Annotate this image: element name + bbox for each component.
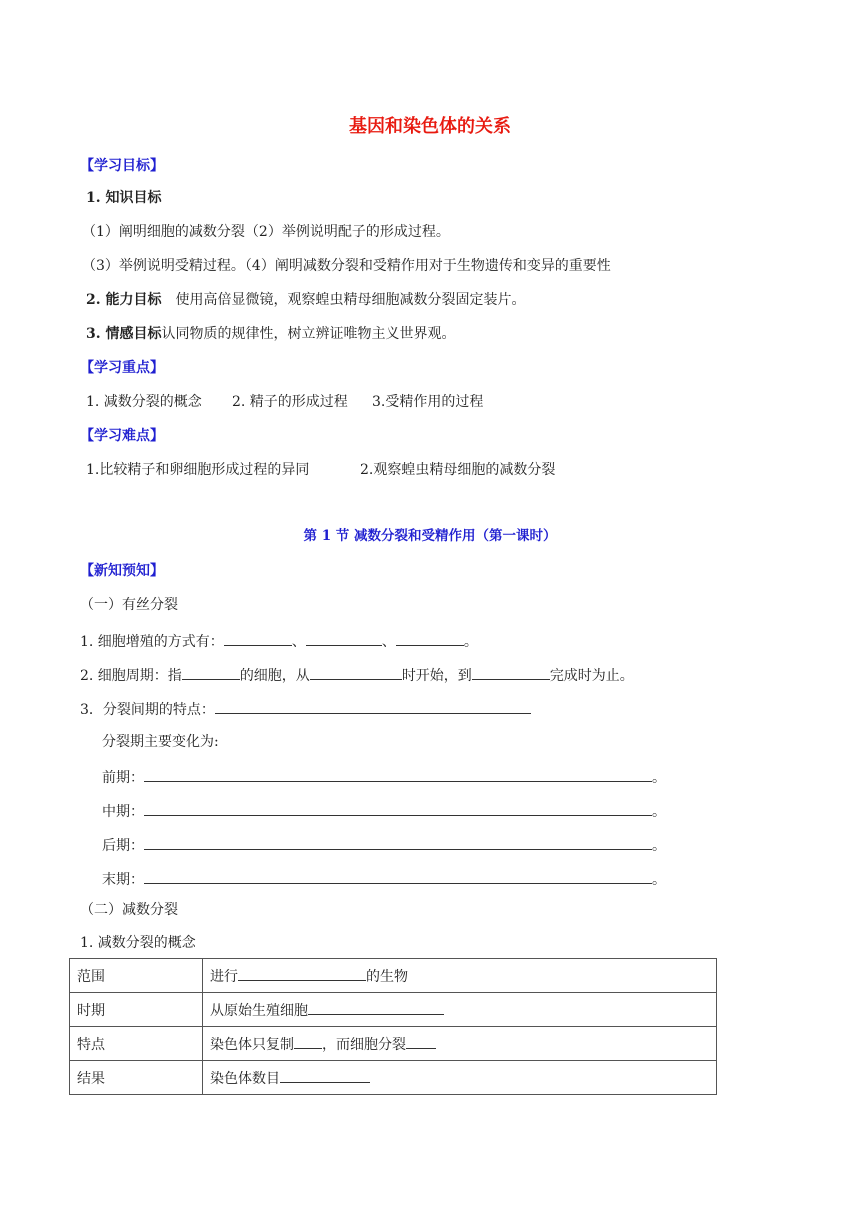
- answer-blank[interactable]: [144, 868, 652, 884]
- answer-blank[interactable]: [280, 1067, 370, 1083]
- knowledge-goal-label: 1. 知识目标: [86, 190, 162, 206]
- phase-label: 中期：: [102, 804, 144, 820]
- question-2-text: 完成时为止。: [549, 668, 634, 684]
- difficulty-1: 1.比较精子和卵细胞形成过程的异同: [86, 462, 310, 478]
- meiosis-concept-table: [69, 958, 717, 1095]
- knowledge-goal-line-1: （1）阐明细胞的减数分裂（2）举例说明配子的形成过程。: [82, 224, 450, 240]
- part-mitosis: （一）有丝分裂: [80, 597, 178, 613]
- question-3-label: 3．分裂间期的特点：: [80, 702, 215, 718]
- table-row: [70, 1061, 717, 1095]
- question-3: [80, 698, 531, 720]
- answer-blank[interactable]: [472, 664, 550, 680]
- question-2-text: 时开始，到: [401, 668, 472, 684]
- cell-text: 的生物: [366, 969, 408, 985]
- key-point-2: 2. 精子的形成过程: [232, 394, 348, 410]
- difficulty-2: 2.观察蝗虫精母细胞的减数分裂: [360, 462, 556, 478]
- difficulties-heading: 【学习难点】: [80, 428, 164, 444]
- answer-blank[interactable]: [144, 800, 652, 816]
- key-points-heading: 【学习重点】: [80, 360, 164, 376]
- question-1: [80, 630, 478, 652]
- emotion-goal-text: 认同物质的规律性，树立辨证唯物主义世界观。: [161, 326, 456, 342]
- row-content: [203, 1061, 717, 1095]
- answer-blank[interactable]: [215, 698, 531, 714]
- row-content: [203, 959, 717, 993]
- cell-text: 从原始生殖细胞: [210, 1003, 308, 1019]
- answer-blank[interactable]: [238, 965, 366, 981]
- ability-goal-label: 2. 能力目标: [86, 292, 162, 308]
- row-label: 范围: [70, 959, 203, 993]
- period: 。: [652, 804, 666, 820]
- question-1-label: 1. 细胞增殖的方式有：: [80, 634, 224, 650]
- phase-label: 前期：: [102, 770, 144, 786]
- answer-blank[interactable]: [306, 630, 382, 646]
- phase-label: 后期：: [102, 838, 144, 854]
- period: 。: [652, 770, 666, 786]
- period: 。: [652, 872, 666, 888]
- phase-metaphase: [102, 800, 666, 822]
- answer-blank[interactable]: [406, 1033, 436, 1049]
- preview-heading: 【新知预知】: [80, 563, 164, 579]
- question-2-label: 2. 细胞周期：指: [80, 668, 182, 684]
- separator: 、: [291, 634, 306, 650]
- goals-heading: 【学习目标】: [80, 158, 164, 174]
- cell-text: ，而细胞分裂: [322, 1037, 406, 1053]
- answer-blank[interactable]: [224, 630, 292, 646]
- emotion-goal-label: 3. 情感目标: [86, 326, 162, 342]
- table-row: [70, 993, 717, 1027]
- phase-label: 末期：: [102, 872, 144, 888]
- row-label: 结果: [70, 1061, 203, 1095]
- question-2: [80, 664, 634, 686]
- page-title: 基因和染色体的关系: [349, 116, 511, 137]
- table-row: [70, 1027, 717, 1061]
- period: 。: [463, 634, 478, 650]
- row-content: [203, 993, 717, 1027]
- question-4-label: 1. 减数分裂的概念: [80, 935, 196, 951]
- key-point-1: 1. 减数分裂的概念: [86, 394, 202, 410]
- answer-blank[interactable]: [310, 664, 402, 680]
- ability-goal: [86, 290, 526, 310]
- cell-text: 进行: [210, 969, 238, 985]
- cell-text: 染色体数目: [210, 1071, 280, 1087]
- cell-text: 染色体只复制: [210, 1037, 294, 1053]
- answer-blank[interactable]: [182, 664, 240, 680]
- answer-blank[interactable]: [144, 834, 652, 850]
- table-row: [70, 959, 717, 993]
- question-2-text: 的细胞，从: [239, 668, 310, 684]
- phase-telophase: [102, 868, 666, 890]
- part-meiosis: （二）减数分裂: [80, 902, 178, 918]
- knowledge-goal-line-2: （3）举例说明受精过程。（4）阐明减数分裂和受精作用对于生物遗传和变异的重要性: [82, 258, 611, 274]
- row-label: 时期: [70, 993, 203, 1027]
- period: 。: [652, 838, 666, 854]
- row-content: [203, 1027, 717, 1061]
- phase-anaphase: [102, 834, 666, 856]
- ability-goal-text: 使用高倍显微镜，观察蝗虫精母细胞减数分裂固定装片。: [175, 292, 526, 308]
- answer-blank[interactable]: [396, 630, 464, 646]
- emotion-goal: [86, 324, 456, 344]
- key-point-3: 3.受精作用的过程: [372, 394, 484, 410]
- row-label: 特点: [70, 1027, 203, 1061]
- section-title: 第 1 节 减数分裂和受精作用（第一课时）: [303, 528, 557, 544]
- answer-blank[interactable]: [308, 999, 444, 1015]
- answer-blank[interactable]: [294, 1033, 322, 1049]
- phase-prophase: [102, 766, 666, 788]
- separator: 、: [381, 634, 396, 650]
- phase-intro: 分裂期主要变化为:: [102, 734, 219, 750]
- answer-blank[interactable]: [144, 766, 652, 782]
